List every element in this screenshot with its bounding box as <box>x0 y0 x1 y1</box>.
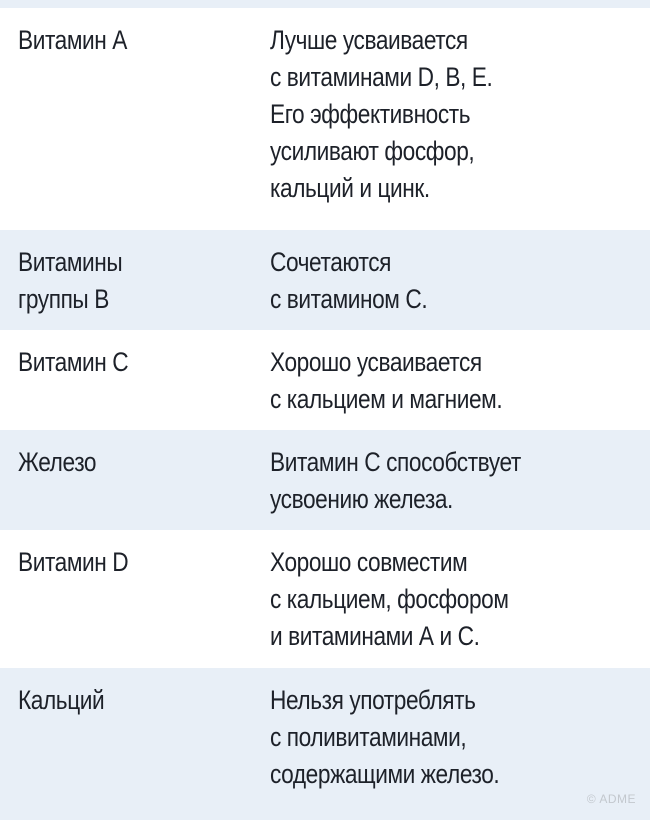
table-row <box>0 230 650 330</box>
row-name: Витамин С <box>18 347 129 377</box>
row-description: Хорошо усваивается с кальцием и магнием. <box>270 347 503 414</box>
table-row <box>0 330 650 430</box>
watermark: © ADME <box>586 792 636 806</box>
row-name: Железо <box>18 447 97 477</box>
row-name: Витамин А <box>18 25 127 55</box>
table-row <box>0 530 650 668</box>
row-name: Витамин D <box>18 547 129 577</box>
row-description: Нельзя употреблять с поливитаминами, содержащими железо. <box>270 685 500 789</box>
row-description: Сочетаются с витамином С. <box>270 247 428 314</box>
table-row <box>0 430 650 530</box>
top-stripe <box>0 0 650 8</box>
row-name: Витамины группы В <box>18 247 123 314</box>
row-description: Хорошо совместим с кальцием, фосфором и витаминами А и С. <box>270 547 509 651</box>
row-name: Кальций <box>18 685 105 715</box>
table-row <box>0 8 650 230</box>
row-description: Лучше усваивается с витаминами D, B, E. Его эффективность усиливают фосфор, кальций и цинк. <box>270 25 493 203</box>
row-description: Витамин С способствует усвоению железа. <box>270 447 521 514</box>
table-row <box>0 668 650 820</box>
